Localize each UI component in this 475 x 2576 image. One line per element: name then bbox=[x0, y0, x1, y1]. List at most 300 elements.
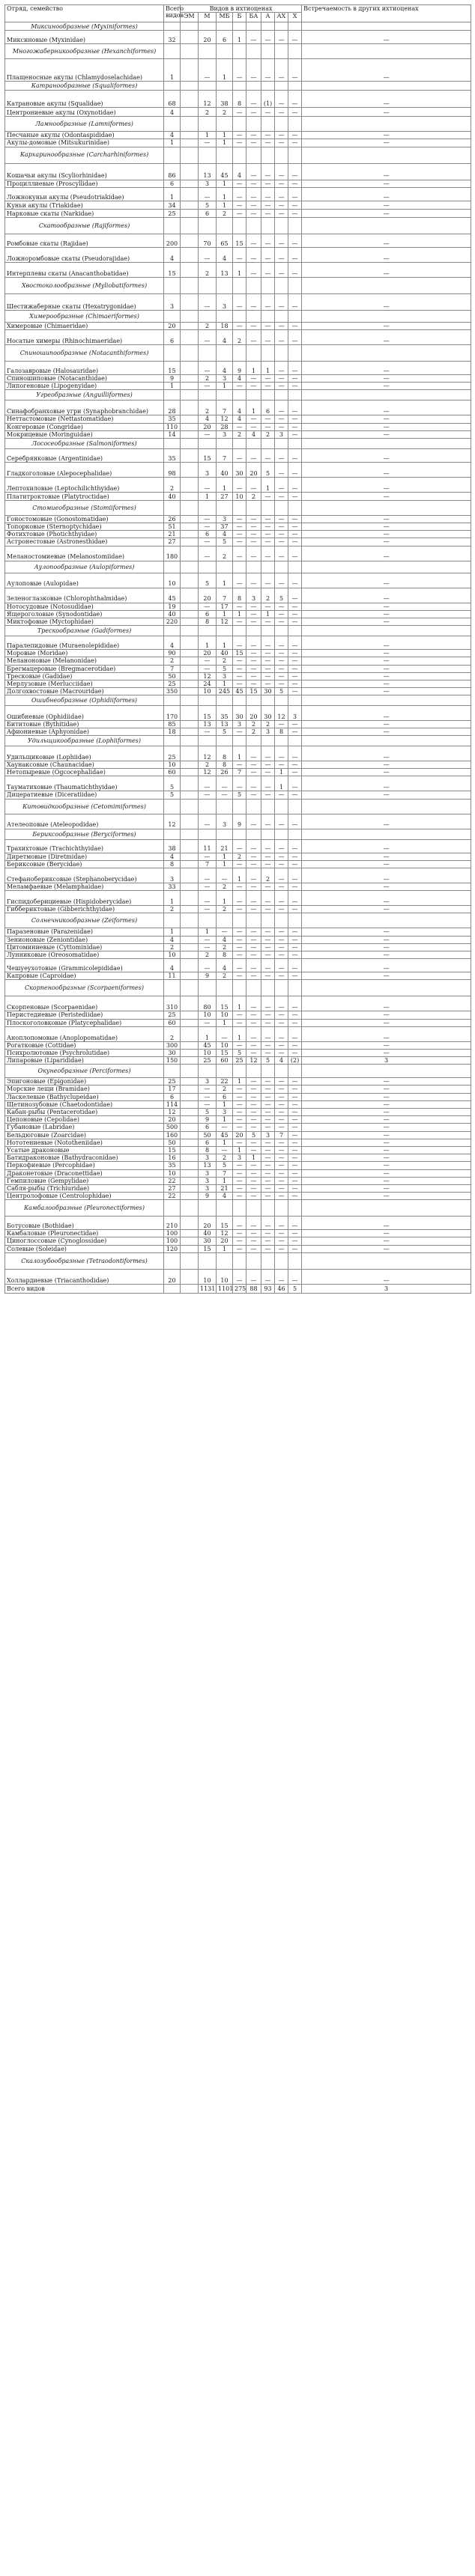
zone-cell: — bbox=[275, 1184, 288, 1192]
zone-cell: — bbox=[246, 928, 261, 936]
zone-cell: 5 bbox=[199, 201, 217, 209]
zone-cell bbox=[181, 401, 199, 415]
total-value: 3 bbox=[302, 1284, 471, 1293]
zone-cell: — bbox=[288, 374, 302, 382]
zone-cell: — bbox=[288, 329, 302, 344]
family-row bbox=[5, 972, 471, 980]
empty-cell bbox=[164, 44, 181, 59]
zone-cell: — bbox=[246, 531, 261, 538]
zone-cell: 15 bbox=[199, 448, 217, 462]
zone-cell: — bbox=[288, 776, 302, 791]
total-value: 93 bbox=[261, 1284, 275, 1293]
zone-cell bbox=[181, 383, 199, 390]
zone-cell: 1 bbox=[261, 477, 275, 492]
zone-cell: 22 bbox=[217, 1078, 233, 1085]
zone-cell: 12 bbox=[199, 746, 217, 761]
empty-cell bbox=[288, 829, 302, 839]
zone-cell: 4 bbox=[217, 1193, 233, 1200]
zone-cell: 15 bbox=[199, 1245, 217, 1252]
family-name: Тресковые (Gadidae) bbox=[5, 672, 164, 680]
zone-cell: — bbox=[233, 1093, 246, 1100]
zone-cell bbox=[181, 1057, 199, 1065]
zone-cell: — bbox=[246, 1237, 261, 1245]
zone-cell: 4 bbox=[233, 401, 246, 415]
empty-cell bbox=[199, 1252, 217, 1269]
zone-cell: 20 bbox=[199, 588, 217, 603]
zone-cell: 13 bbox=[199, 720, 217, 728]
zone-cell: — bbox=[246, 603, 261, 610]
empty-cell bbox=[217, 980, 233, 996]
family-row bbox=[5, 132, 471, 139]
zone-cell bbox=[181, 650, 199, 657]
empty-cell bbox=[199, 310, 217, 322]
zone-cell: 18 bbox=[217, 322, 233, 329]
zone-cell: — bbox=[261, 680, 275, 687]
empty-cell bbox=[233, 736, 246, 746]
total-cell: 6 bbox=[164, 329, 181, 344]
empty-cell bbox=[181, 277, 199, 293]
empty-cell bbox=[246, 561, 261, 573]
total-cell: 27 bbox=[164, 1184, 181, 1192]
zone-cell: — bbox=[302, 1116, 471, 1124]
zone-cell bbox=[181, 936, 199, 943]
order-row bbox=[5, 626, 471, 636]
order-row bbox=[5, 561, 471, 573]
zone-cell: — bbox=[302, 1146, 471, 1154]
family-name: Трахихтовые (Trachichthyidae) bbox=[5, 839, 164, 853]
zone-cell: — bbox=[302, 139, 471, 147]
zone-cell: 8 bbox=[199, 618, 217, 626]
zone-cell: — bbox=[261, 492, 275, 500]
zone-cell: — bbox=[261, 531, 275, 538]
zone-cell: — bbox=[288, 906, 302, 913]
zone-cell: — bbox=[302, 132, 471, 139]
empty-cell bbox=[164, 147, 181, 163]
family-name: Хаунаксовые (Chaunacidae) bbox=[5, 761, 164, 769]
empty-cell bbox=[302, 277, 471, 293]
zone-cell: — bbox=[199, 776, 217, 791]
zone-cell: — bbox=[246, 906, 261, 913]
zone-cell: — bbox=[199, 665, 217, 672]
total-cell: 45 bbox=[164, 588, 181, 603]
zone-cell: 1 bbox=[217, 610, 233, 618]
zone-cell: — bbox=[199, 814, 217, 829]
empty-cell bbox=[246, 799, 261, 814]
order-row bbox=[5, 500, 471, 515]
zone-cell: — bbox=[302, 262, 471, 277]
order-name: Трескообразные (Gadiformes) bbox=[5, 626, 164, 636]
empty-cell bbox=[275, 695, 288, 706]
zone-cell: — bbox=[246, 132, 261, 139]
zone-cell bbox=[181, 603, 199, 610]
zone-cell: — bbox=[199, 853, 217, 860]
zone-cell bbox=[181, 515, 199, 523]
total-cell: 90 bbox=[164, 650, 181, 657]
zone-cell: 4 bbox=[233, 374, 246, 382]
empty-cell bbox=[302, 500, 471, 515]
zone-cell: — bbox=[302, 1230, 471, 1237]
zone-cell: — bbox=[261, 1026, 275, 1041]
zone-cell: — bbox=[246, 1269, 261, 1284]
zone-cell bbox=[181, 610, 199, 618]
family-row bbox=[5, 322, 471, 329]
zone-cell: — bbox=[288, 415, 302, 423]
empty-cell bbox=[199, 1065, 217, 1078]
order-name: Окунеобразные (Perciformes) bbox=[5, 1065, 164, 1078]
empty-cell bbox=[288, 147, 302, 163]
family-name: Химеровые (Chimaeridae) bbox=[5, 322, 164, 329]
family-name: Афиониевые (Aphyonidae) bbox=[5, 728, 164, 735]
zone-cell: — bbox=[275, 1162, 288, 1169]
zone-cell: 30 bbox=[261, 688, 275, 695]
empty-cell bbox=[199, 390, 217, 401]
zone-cell: — bbox=[275, 860, 288, 868]
zone-cell: — bbox=[288, 187, 302, 201]
zone-cell: 3 bbox=[199, 1169, 217, 1177]
zone-cell: 1 bbox=[275, 769, 288, 776]
empty-cell bbox=[217, 310, 233, 322]
zone-cell: — bbox=[302, 1131, 471, 1139]
total-cell: 3 bbox=[164, 293, 181, 310]
zone-cell: — bbox=[261, 59, 275, 82]
zone-cell: — bbox=[275, 329, 288, 344]
zone-cell: 45 bbox=[217, 1131, 233, 1139]
zone-cell: — bbox=[275, 1139, 288, 1146]
zone-cell: 1 bbox=[217, 1245, 233, 1252]
zone-cell: — bbox=[246, 860, 261, 868]
zone-cell bbox=[181, 538, 199, 546]
zone-cell bbox=[181, 1116, 199, 1124]
zone-cell: 2 bbox=[233, 430, 246, 438]
header-zone: Б bbox=[233, 13, 246, 22]
zone-cell: — bbox=[233, 322, 246, 329]
total-cell: 26 bbox=[164, 515, 181, 523]
zone-cell: — bbox=[261, 672, 275, 680]
zone-cell: 5 bbox=[217, 728, 233, 735]
empty-cell bbox=[288, 913, 302, 928]
zone-cell: — bbox=[261, 262, 275, 277]
zone-cell: — bbox=[275, 132, 288, 139]
family-row bbox=[5, 415, 471, 423]
family-name: Аноплопомовые (Anoplopomatidae) bbox=[5, 1026, 164, 1041]
zone-cell: — bbox=[302, 680, 471, 687]
zone-cell: — bbox=[261, 1109, 275, 1116]
zone-cell: — bbox=[199, 515, 217, 523]
zone-cell: — bbox=[246, 91, 261, 108]
family-name: Зенионовые (Zeniontidae) bbox=[5, 936, 164, 943]
zone-cell: 11 bbox=[199, 839, 217, 853]
zone-cell: — bbox=[288, 996, 302, 1011]
zone-cell: — bbox=[302, 31, 471, 44]
zone-cell: — bbox=[261, 996, 275, 1011]
family-name: Нотосудовые (Notosudidae) bbox=[5, 603, 164, 610]
zone-cell: — bbox=[246, 546, 261, 561]
empty-cell bbox=[217, 500, 233, 515]
total-value: 46 bbox=[275, 1284, 288, 1293]
empty-cell bbox=[288, 277, 302, 293]
family-name: Гоностомовые (Gonostomatidae) bbox=[5, 515, 164, 523]
total-cell: 15 bbox=[164, 262, 181, 277]
zone-cell: 70 bbox=[199, 234, 217, 247]
total-value: 88 bbox=[246, 1284, 261, 1293]
zone-cell bbox=[181, 187, 199, 201]
family-row bbox=[5, 329, 471, 344]
zone-cell: — bbox=[261, 247, 275, 262]
zone-cell: 1 bbox=[217, 1116, 233, 1124]
zone-cell: — bbox=[261, 1124, 275, 1131]
empty-cell bbox=[246, 1252, 261, 1269]
zone-cell bbox=[181, 91, 199, 108]
family-name: Диретмовые (Diretmidae) bbox=[5, 853, 164, 860]
empty-cell bbox=[275, 500, 288, 515]
empty-cell bbox=[302, 390, 471, 401]
empty-cell bbox=[302, 980, 471, 996]
zone-cell: — bbox=[233, 951, 246, 958]
zone-cell: 1 bbox=[217, 1139, 233, 1146]
zone-cell: — bbox=[302, 665, 471, 672]
family-row bbox=[5, 139, 471, 147]
empty-cell bbox=[275, 829, 288, 839]
zone-cell: — bbox=[233, 531, 246, 538]
zone-cell: — bbox=[275, 515, 288, 523]
family-row bbox=[5, 423, 471, 430]
total-cell: 1 bbox=[164, 59, 181, 82]
zone-cell: — bbox=[199, 936, 217, 943]
zone-cell: — bbox=[288, 523, 302, 531]
zone-cell: — bbox=[275, 1269, 288, 1284]
zone-cell bbox=[181, 1217, 199, 1230]
empty-cell bbox=[246, 829, 261, 839]
total-cell: 10 bbox=[164, 1169, 181, 1177]
zone-cell: — bbox=[275, 361, 288, 374]
zone-cell: 12 bbox=[217, 415, 233, 423]
zone-cell: — bbox=[246, 657, 261, 665]
empty-cell bbox=[275, 82, 288, 91]
total-cell: 4 bbox=[164, 853, 181, 860]
zone-cell bbox=[181, 1049, 199, 1056]
zone-cell bbox=[181, 720, 199, 728]
zone-cell: 6 bbox=[199, 1124, 217, 1131]
family-name: Ласкелевые (Bathyclupeidae) bbox=[5, 1093, 164, 1100]
empty-cell bbox=[302, 829, 471, 839]
zone-cell: — bbox=[275, 951, 288, 958]
family-name: Катрановые акулы (Squalidae) bbox=[5, 91, 164, 108]
zone-cell: — bbox=[302, 1217, 471, 1230]
zone-cell: 4 bbox=[217, 247, 233, 262]
empty-cell bbox=[199, 277, 217, 293]
empty-cell bbox=[164, 1200, 181, 1217]
zone-cell: — bbox=[288, 1177, 302, 1184]
family-name: Платитроктовые (Platytroctidae) bbox=[5, 492, 164, 500]
zone-cell: 8 bbox=[217, 746, 233, 761]
total-cell: 28 bbox=[164, 401, 181, 415]
zone-cell: — bbox=[288, 59, 302, 82]
zone-cell: — bbox=[302, 329, 471, 344]
empty-cell bbox=[199, 736, 217, 746]
family-name: Миксиновые (Myxinidae) bbox=[5, 31, 164, 44]
zone-cell: — bbox=[302, 891, 471, 906]
empty-cell bbox=[164, 626, 181, 636]
zone-cell: — bbox=[288, 746, 302, 761]
family-row bbox=[5, 1162, 471, 1169]
family-row bbox=[5, 1100, 471, 1108]
zone-cell bbox=[181, 108, 199, 117]
zone-cell: — bbox=[261, 1154, 275, 1162]
zone-cell: — bbox=[288, 680, 302, 687]
zone-cell: — bbox=[246, 163, 261, 180]
total-cell: 14 bbox=[164, 430, 181, 438]
zone-cell: — bbox=[261, 546, 275, 561]
zone-cell: — bbox=[275, 853, 288, 860]
total-cell: 25 bbox=[164, 1011, 181, 1019]
zone-cell: 15 bbox=[217, 1217, 233, 1230]
zone-cell: 30 bbox=[199, 1237, 217, 1245]
zone-cell: — bbox=[246, 814, 261, 829]
zone-cell: — bbox=[302, 688, 471, 695]
zone-cell: 1 bbox=[233, 1026, 246, 1041]
zone-cell bbox=[181, 959, 199, 972]
order-name: Химерообразные (Chimaeriformes) bbox=[5, 310, 164, 322]
zone-cell: — bbox=[233, 1139, 246, 1146]
empty-cell bbox=[302, 44, 471, 59]
order-name: Ламнообразные (Lamniformes) bbox=[5, 117, 164, 132]
total-row bbox=[5, 1284, 471, 1293]
empty-cell bbox=[181, 913, 199, 928]
order-name: Угреобразные (Anguilliformes) bbox=[5, 390, 164, 401]
family-row bbox=[5, 1078, 471, 1085]
empty-cell bbox=[164, 344, 181, 361]
zone-cell: — bbox=[302, 1093, 471, 1100]
family-row bbox=[5, 448, 471, 462]
zone-cell: — bbox=[302, 951, 471, 958]
empty-cell bbox=[199, 799, 217, 814]
family-row bbox=[5, 791, 471, 799]
total-value bbox=[164, 1284, 181, 1293]
zone-cell: 245 bbox=[217, 688, 233, 695]
zone-cell: — bbox=[302, 720, 471, 728]
empty-cell bbox=[261, 913, 275, 928]
family-row bbox=[5, 853, 471, 860]
family-name: Цитоминиевые (Cyttominidae) bbox=[5, 943, 164, 951]
total-cell: 220 bbox=[164, 618, 181, 626]
total-cell: 10 bbox=[164, 951, 181, 958]
family-row bbox=[5, 1269, 471, 1284]
zone-cell: — bbox=[288, 936, 302, 943]
zone-cell: — bbox=[275, 322, 288, 329]
zone-cell bbox=[181, 247, 199, 262]
zone-cell: — bbox=[261, 769, 275, 776]
zone-cell: 4 bbox=[217, 329, 233, 344]
zone-cell bbox=[181, 868, 199, 883]
zone-cell: 1 bbox=[233, 1078, 246, 1085]
family-name: Нототениевые (Nototheniidae) bbox=[5, 1139, 164, 1146]
zone-cell: — bbox=[275, 1093, 288, 1100]
total-cell: 9 bbox=[164, 374, 181, 382]
zone-cell: 2 bbox=[246, 720, 261, 728]
family-name: Брегмацеровые (Bregmacerotidae) bbox=[5, 665, 164, 672]
zone-cell: 1 bbox=[217, 477, 233, 492]
zone-cell: 1 bbox=[217, 59, 233, 82]
total-cell: 6 bbox=[164, 1093, 181, 1100]
zone-cell: — bbox=[275, 1109, 288, 1116]
zone-cell: — bbox=[233, 132, 246, 139]
family-row bbox=[5, 262, 471, 277]
zone-cell: — bbox=[275, 959, 288, 972]
zone-cell bbox=[181, 1237, 199, 1245]
empty-cell bbox=[199, 147, 217, 163]
empty-cell bbox=[217, 695, 233, 706]
zone-cell: — bbox=[246, 573, 261, 588]
zone-cell bbox=[181, 1230, 199, 1237]
family-name: Бититовые (Bythitidae) bbox=[5, 720, 164, 728]
empty-cell bbox=[246, 500, 261, 515]
family-row bbox=[5, 618, 471, 626]
zone-cell: — bbox=[246, 746, 261, 761]
zone-cell: — bbox=[302, 972, 471, 980]
zone-cell: — bbox=[302, 383, 471, 390]
empty-cell bbox=[233, 438, 246, 448]
family-row bbox=[5, 163, 471, 180]
zone-cell: 3 bbox=[199, 462, 217, 477]
zone-cell: — bbox=[246, 650, 261, 657]
empty-cell bbox=[246, 736, 261, 746]
zone-cell: — bbox=[302, 1124, 471, 1131]
empty-cell bbox=[164, 117, 181, 132]
empty-cell bbox=[261, 1252, 275, 1269]
zone-cell: — bbox=[302, 91, 471, 108]
family-row bbox=[5, 531, 471, 538]
zone-cell: — bbox=[261, 853, 275, 860]
zone-cell bbox=[181, 1078, 199, 1085]
zone-cell: — bbox=[288, 1139, 302, 1146]
zone-cell: 2 bbox=[199, 761, 217, 769]
empty-cell bbox=[217, 217, 233, 234]
zone-cell bbox=[181, 1041, 199, 1049]
zone-cell: — bbox=[233, 1019, 246, 1026]
family-row bbox=[5, 1109, 471, 1116]
zone-cell: 9 bbox=[233, 361, 246, 374]
empty-cell bbox=[233, 829, 246, 839]
family-name: Губановые (Labridae) bbox=[5, 1124, 164, 1131]
zone-cell bbox=[181, 180, 199, 187]
zone-cell bbox=[181, 1124, 199, 1131]
family-row bbox=[5, 761, 471, 769]
zone-cell: — bbox=[199, 1093, 217, 1100]
zone-cell: — bbox=[199, 959, 217, 972]
family-name: Драконетовые (Draconettidae) bbox=[5, 1169, 164, 1177]
zone-cell: 1 bbox=[217, 1100, 233, 1108]
zone-cell: — bbox=[246, 374, 261, 382]
zone-cell: 21 bbox=[217, 839, 233, 853]
zone-cell: — bbox=[246, 769, 261, 776]
empty-cell bbox=[181, 117, 199, 132]
zone-cell bbox=[181, 462, 199, 477]
zone-cell: — bbox=[302, 1193, 471, 1200]
order-row bbox=[5, 217, 471, 234]
total-cell: 2 bbox=[164, 477, 181, 492]
empty-cell bbox=[246, 344, 261, 361]
family-name: Зеленоглазковые (Chlorophthalmidae) bbox=[5, 588, 164, 603]
order-row bbox=[5, 44, 471, 59]
total-cell: 1 bbox=[164, 891, 181, 906]
zone-cell: — bbox=[275, 657, 288, 665]
zone-cell bbox=[181, 706, 199, 720]
zone-cell: 1 bbox=[217, 891, 233, 906]
family-name: Ложнокуньи акулы (Pseudotriakidae) bbox=[5, 187, 164, 201]
zone-cell: — bbox=[302, 943, 471, 951]
family-name: Астронестовые (Astronesthidae) bbox=[5, 538, 164, 546]
zone-cell: 15 bbox=[246, 688, 261, 695]
